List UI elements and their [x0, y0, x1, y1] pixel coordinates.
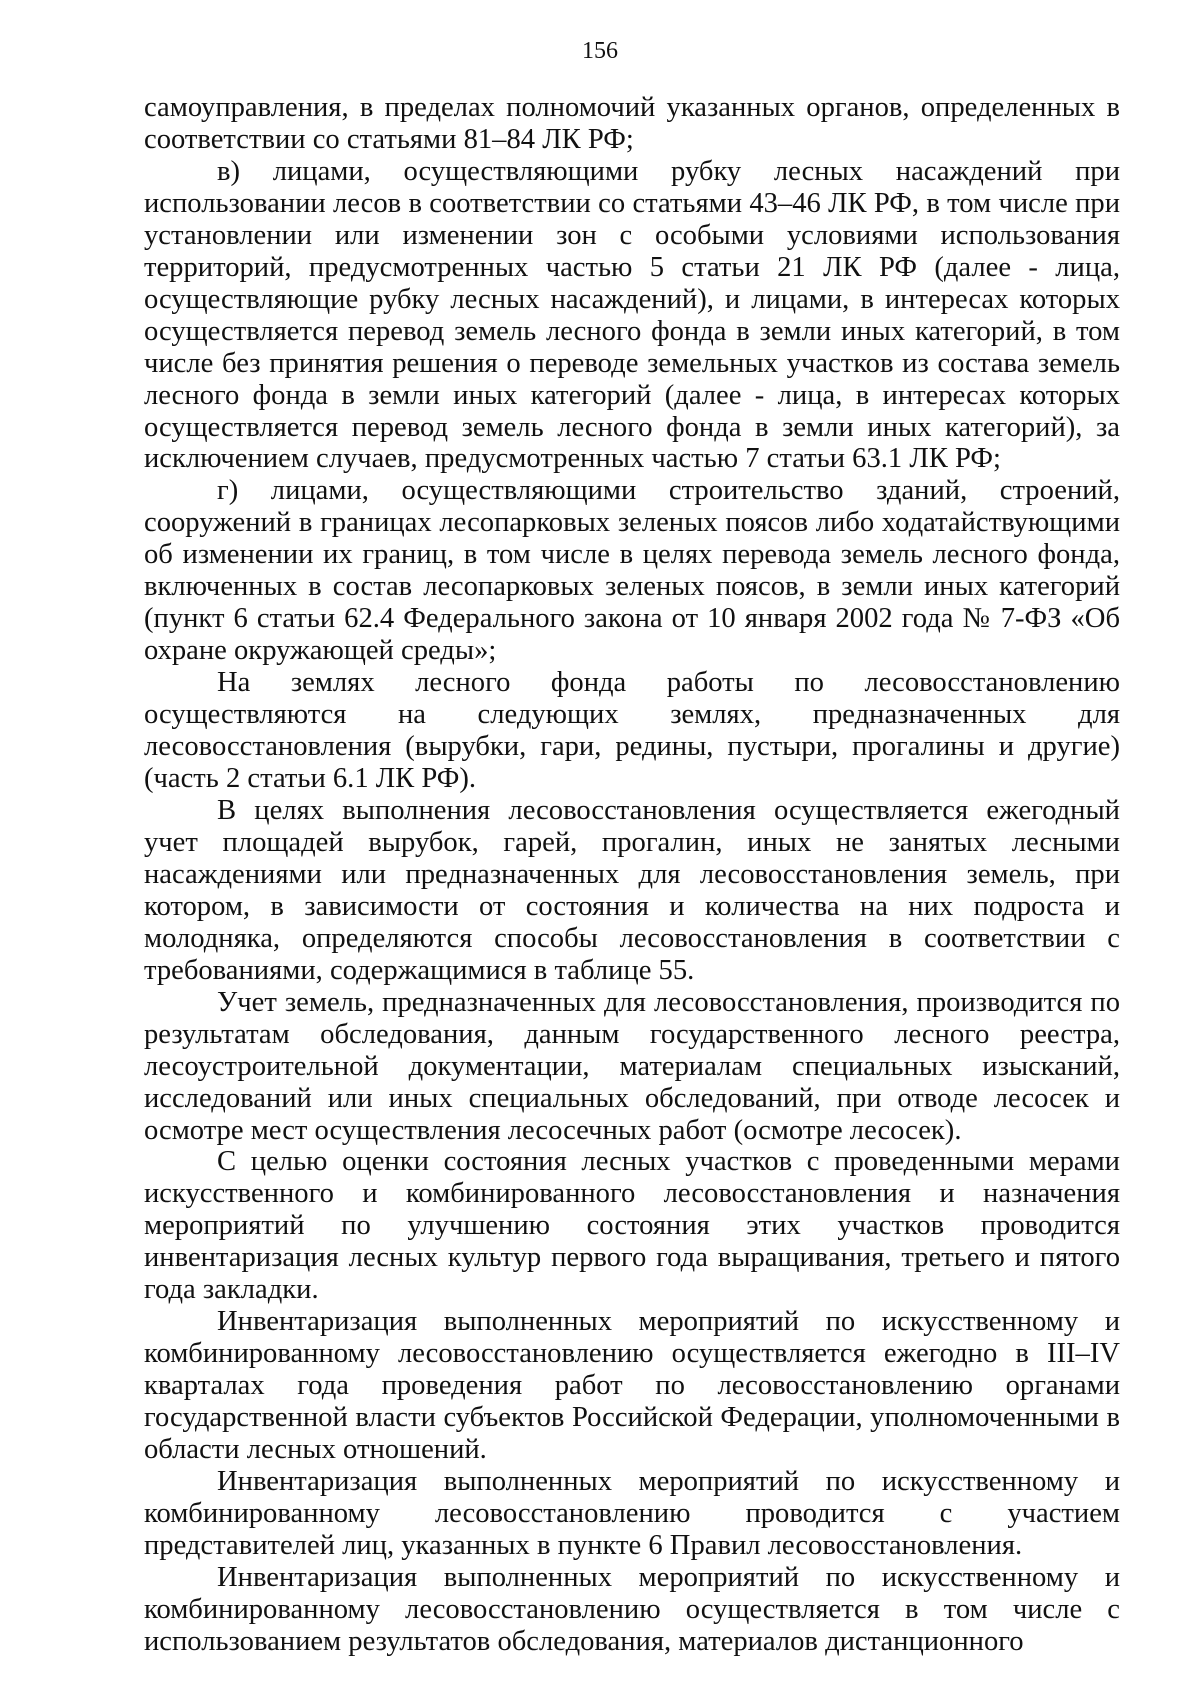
paragraph-inventory-methods: Инвентаризация выполненных мероприятий по искусственному и комбинированному лесовосстановлению осуществляется в том числе с использованием результатов обследования, материалов дистанционного: [144, 1561, 1120, 1657]
paragraph-item-v-felling-persons: в) лицами, осуществляющими рубку лесных насаждений при использовании лесов в соответствии со статьями 43–46 ЛК РФ, в том числе при установлении или изменении зон с особыми условиями использования территорий, предусмотренных частью 5 статьи 21 ЛК РФ (далее - лица, осуществляющие рубку лесных насаждений), и лицами, в интересах которых осуществляется перевод земель лесного фонда в земли иных категорий, в том числе без принятия решения о переводе земельных участков из состава земель лесного фонда в земли иных категорий (далее - лица, в интересах которых осуществляется перевод земель лесного фонда в земли иных категорий), за исключением случаев, предусмотренных частью 7 статьи 63.1 ЛК РФ;: [144, 155, 1120, 475]
paragraph-forest-fund-lands: На землях лесного фонда работы по лесовосстановлению осуществляются на следующих землях, предназначенных для лесовосстановления (вырубки, гари, редины, пустыри, прогалины и другие) (часть 2 статьи 6.1 ЛК РФ).: [144, 667, 1120, 795]
paragraph-annual-accounting: В целях выполнения лесовосстановления осуществляется ежегодный учет площадей вырубок, гарей, прогалин, иных не занятых лесными насаждениями или предназначенных для лесовосстановления земель, при котором, в зависимости от состояния и количества на них подроста и молодняка, определяются способы лесовосстановления в соответствии с требованиями, содержащимися в таблице 55.: [144, 794, 1120, 986]
paragraph-continuation-self-government: самоуправления, в пределах полномочий указанных органов, определенных в соответствии со статьями 81–84 ЛК РФ;: [144, 92, 1120, 155]
page-number: 156: [582, 38, 618, 64]
document-body: [144, 92, 1120, 1658]
paragraph-inventory-participants: Инвентаризация выполненных мероприятий по искусственному и комбинированному лесовосстановлению проводится с участием представителей лиц, указанных в пункте 6 Правил лесовосстановления.: [144, 1465, 1120, 1561]
paragraph-item-g-construction-persons: г) лицами, осуществляющими строительство зданий, строений, сооружений в границах лесопарковых зеленых поясов либо ходатайствующими об изменении их границ, в том числе в целях перевода земель лесного фонда, включенных в состав лесопарковых зеленых поясов, в земли иных категорий (пункт 6 статьи 62.4 Федерального закона от 10 января 2002 года № 7-ФЗ «Об охране окружающей среды»;: [144, 475, 1120, 667]
paragraph-land-accounting-sources: Учет земель, предназначенных для лесовосстановления, производится по результатам обследования, данным государственного лесного реестра, лесоустроительной документации, материалам специальных изысканий, исследований или иных специальных обследований, при отводе лесосек и осмотре мест осуществления лесосечных работ (осмотре лесосек).: [144, 986, 1120, 1146]
paragraph-inventory-purpose: С целью оценки состояния лесных участков с проведенными мерами искусственного и комбинированного лесовосстановления и назначения мероприятий по улучшению состояния этих участков проводится инвентаризация лесных культур первого года выращивания, третьего и пятого года закладки.: [144, 1146, 1120, 1306]
paragraph-inventory-timing: Инвентаризация выполненных мероприятий по искусственному и комбинированному лесовосстановлению осуществляется ежегодно в III–IV кварталах года проведения работ по лесовосстановлению органами государственной власти субъектов Российской Федерации, уполномоченными в области лесных отношений.: [144, 1306, 1120, 1466]
